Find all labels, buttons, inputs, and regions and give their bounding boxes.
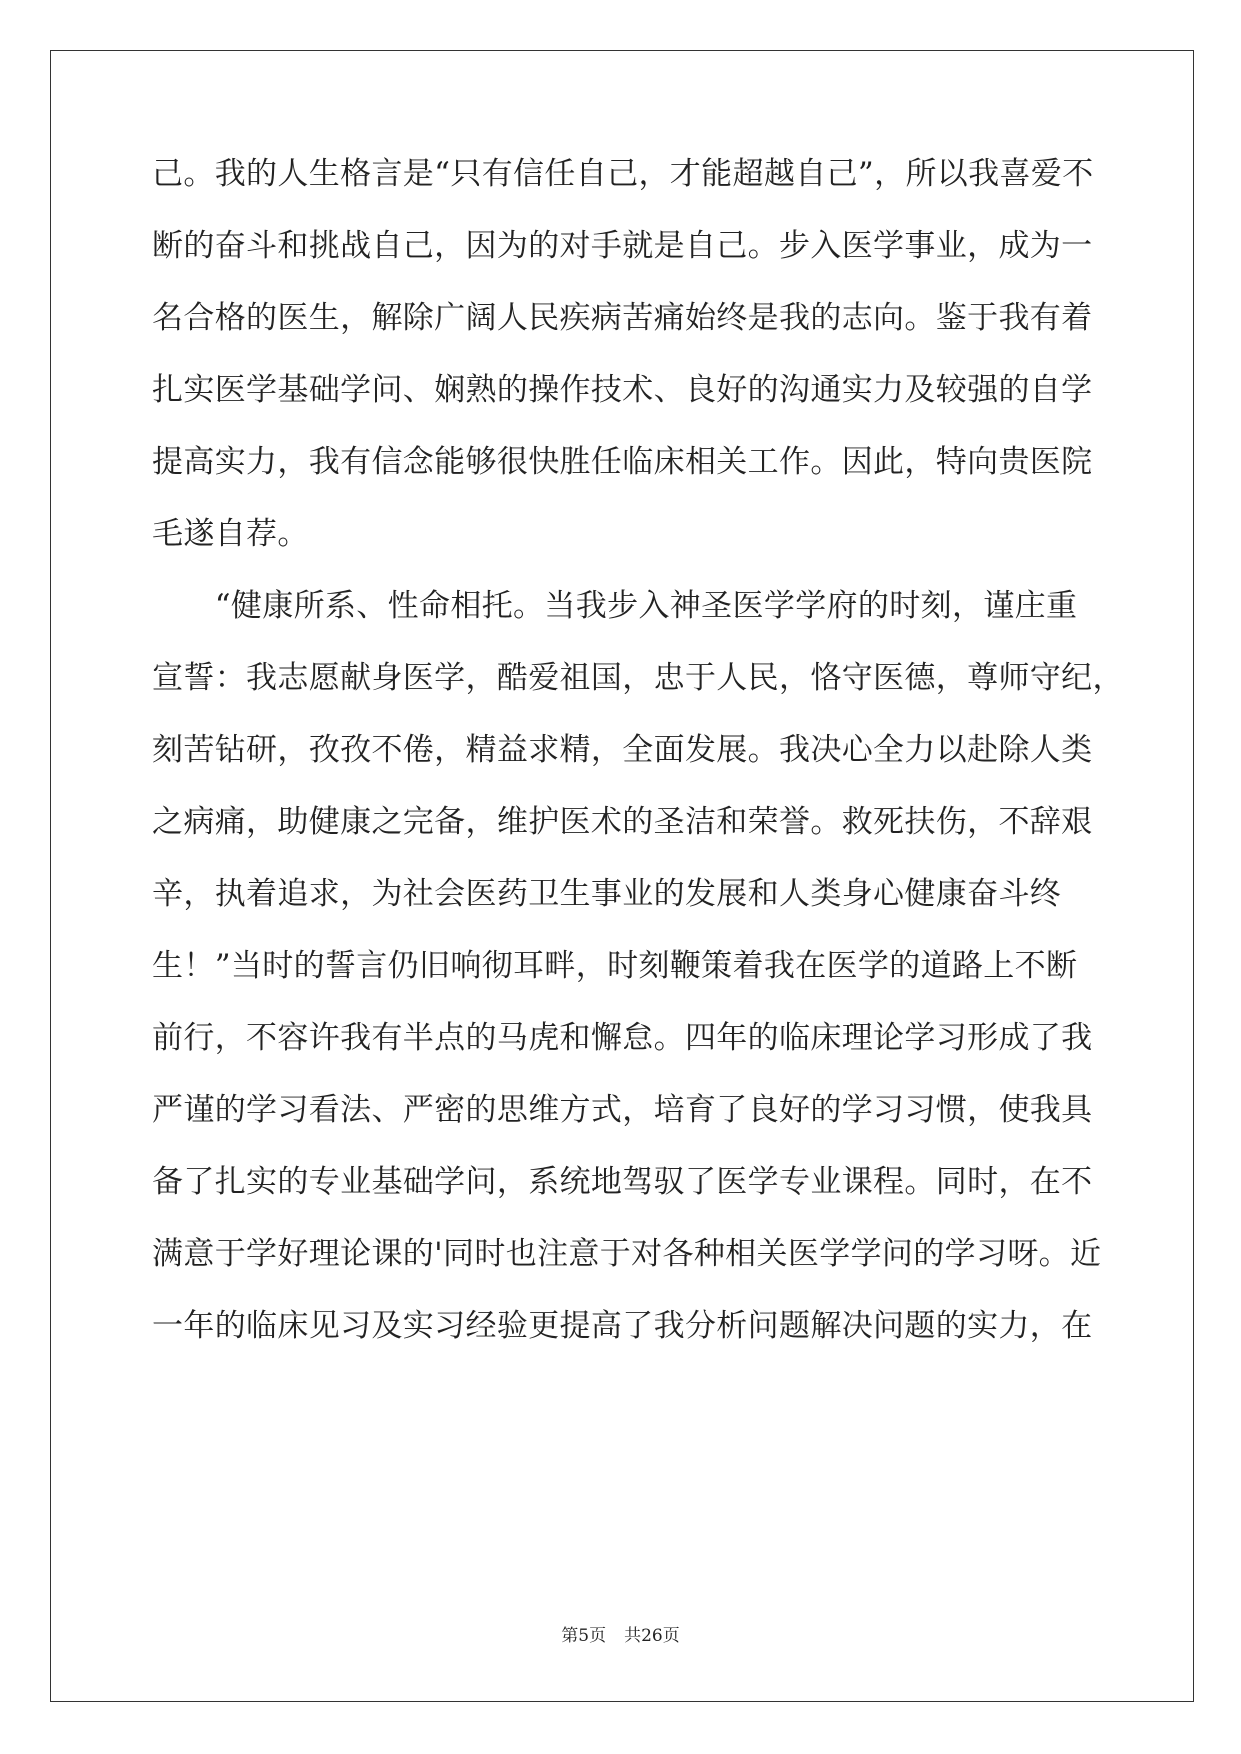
text-line: 备了扎实的专业基础学问，系统地驾驭了医学专业课程。同时，在不 bbox=[152, 1164, 1093, 1200]
page-number-current: 第5页 bbox=[561, 1626, 607, 1646]
text-line: 满意于学好理论课的'同时也注意于对各种相关医学学问的学习呀。近 bbox=[152, 1236, 1102, 1272]
page-footer bbox=[0, 1625, 1241, 1647]
page-number-total: 共26页 bbox=[624, 1626, 680, 1646]
text-line: 辛，执着追求，为社会医药卫生事业的发展和人类身心健康奋斗终 bbox=[152, 876, 1062, 912]
text-line: 断的奋斗和挑战自己，因为的对手就是自己。步入医学事业，成为一 bbox=[152, 228, 1093, 264]
text-line: 前行，不容许我有半点的马虎和懈怠。四年的临床理论学习形成了我 bbox=[152, 1020, 1093, 1056]
text-line: 名合格的医生，解除广阔人民疾病苦痛始终是我的志向。鉴于我有着 bbox=[152, 300, 1093, 336]
text-line: 毛遂自荐。 bbox=[152, 516, 309, 552]
text-line: “健康所系、性命相托。当我步入神圣医学学府的时刻，谨庄重 bbox=[152, 588, 1078, 624]
text-line: 一年的临床见习及实习经验更提高了我分析问题解决问题的实力，在 bbox=[152, 1308, 1093, 1344]
text-line: 严谨的学习看法、严密的思维方式，培育了良好的学习习惯，使我具 bbox=[152, 1092, 1093, 1128]
text-line: 刻苦钻研，孜孜不倦，精益求精，全面发展。我决心全力以赴除人类 bbox=[152, 732, 1093, 768]
text-line: 扎实医学基础学问、娴熟的操作技术、良好的沟通实力及较强的自学 bbox=[152, 372, 1093, 408]
text-line: 之病痛，助健康之完备，维护医术的圣洁和荣誉。救死扶伤，不辞艰 bbox=[152, 804, 1093, 840]
text-line: 己。我的人生格言是“只有信任自己，才能超越自己”，所以我喜爱不 bbox=[152, 156, 1094, 192]
text-line: 宣誓：我志愿献身医学，酷爱祖国，忠于人民，恪守医德，尊师守纪， bbox=[152, 660, 1124, 696]
text-line: 生！”当时的誓言仍旧响彻耳畔，时刻鞭策着我在医学的道路上不断 bbox=[152, 948, 1078, 984]
text-line: 提高实力，我有信念能够很快胜任临床相关工作。因此，特向贵医院 bbox=[152, 444, 1093, 480]
